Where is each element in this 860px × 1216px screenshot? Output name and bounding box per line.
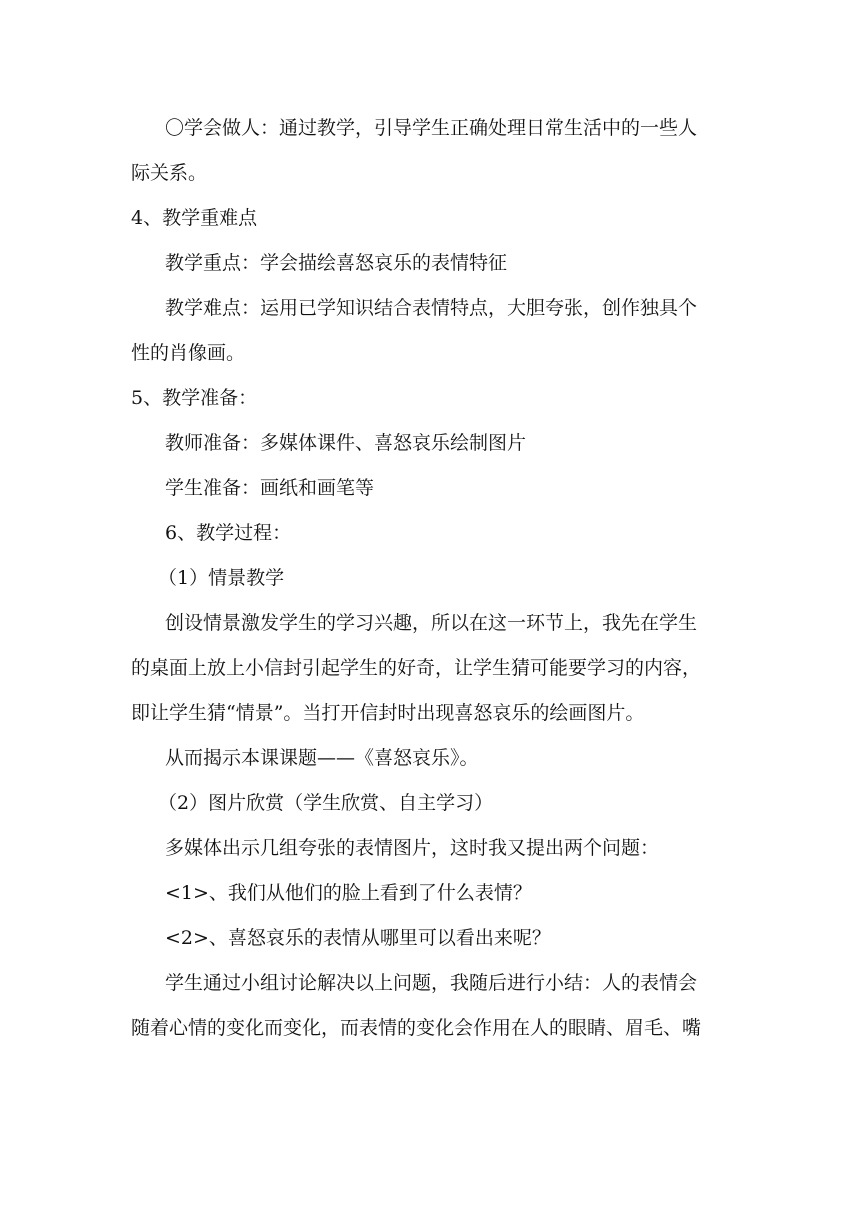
- subsection-heading: （1）情景教学: [158, 567, 285, 589]
- subsection-heading: （2）图片欣赏（学生欣赏、自主学习）: [158, 792, 494, 814]
- paragraph-line: 随着心情的变化而变化，而表情的变化会作用在人的眼睛、眉毛、嘴: [131, 1017, 702, 1039]
- paragraph-line: 创设情景激发学生的学习兴趣，所以在这一环节上，我先在学生: [165, 612, 698, 634]
- paragraph-line: 学生通过小组讨论解决以上问题，我随后进行小结：人的表情会: [165, 972, 698, 994]
- paragraph-line: 多媒体出示几组夸张的表情图片，这时我又提出两个问题：: [165, 837, 660, 859]
- paragraph-line: 即让学生猜“情景”。当打开信封时出现喜怒哀乐的绘画图片。: [131, 702, 645, 724]
- paragraph-line: 教学难点：运用已学知识结合表情特点，大胆夸张，创作独具个: [165, 297, 698, 319]
- section-heading: 6、教学过程：: [165, 522, 292, 544]
- section-heading: 5、教学准备：: [131, 387, 258, 409]
- paragraph-line: 的桌面上放上小信封引起学生的好奇，让学生猜可能要学习的内容，: [131, 657, 702, 679]
- question-item: <2>、喜怒哀乐的表情从哪里可以看出来呢？: [165, 927, 551, 949]
- paragraph-line: 从而揭示本课课题——《喜怒哀乐》。: [165, 747, 479, 769]
- paragraph-line: 际关系。: [131, 162, 208, 184]
- paragraph-line: 教师准备：多媒体课件、喜怒哀乐绘制图片: [165, 432, 527, 454]
- paragraph-line: 〇学会做人：通过教学，引导学生正确处理日常生活中的一些人: [165, 117, 698, 139]
- question-item: <1>、我们从他们的脸上看到了什么表情？: [165, 882, 532, 904]
- section-heading: 4、教学重难点: [131, 207, 258, 229]
- paragraph-line: 性的肖像画。: [131, 342, 246, 364]
- paragraph-line: 教学重点：学会描绘喜怒哀乐的表情特征: [165, 252, 508, 274]
- paragraph-line: 学生准备：画纸和画笔等: [165, 477, 375, 499]
